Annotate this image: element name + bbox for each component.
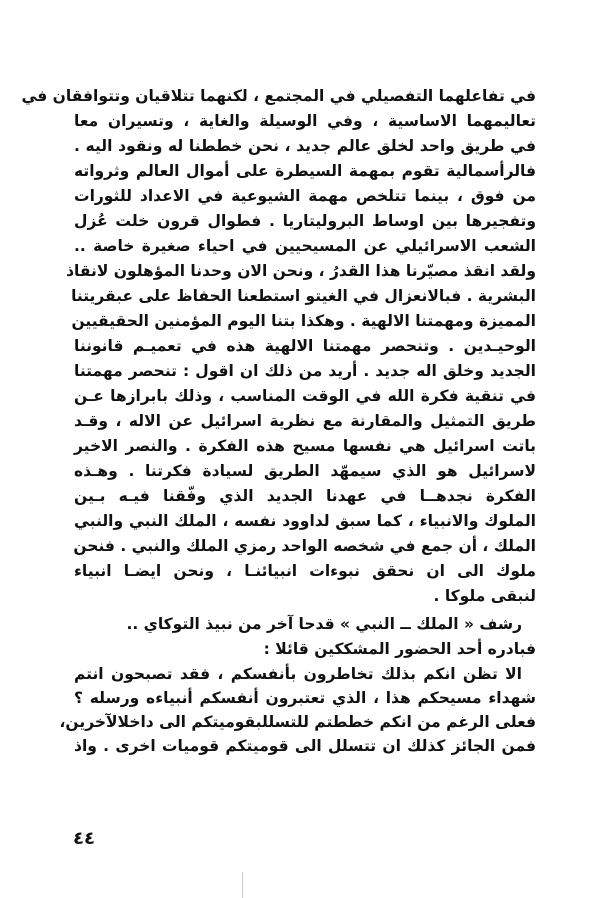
text-line: فالرأسمالية تقوم بمهمة السيطرة على أموال العالم وثرواته <box>74 162 536 180</box>
text-line: البشرية . فبالانعزال في الغيتو استطعنا الحفاظ على عبقريتنا <box>71 287 536 305</box>
text-line: فبادره أحد الحضور المشككين قائلا : <box>263 640 536 658</box>
text-line: لاسرائيل هو الذي سيمهّد الطريق لسيادة فكرتنا . وهـذه <box>74 462 536 480</box>
dialog-paragraph <box>74 612 536 662</box>
text-line: الجديد وخلق اله جديد . أريد من ذلك ان اقول : تنحصر مهمتنا <box>74 362 536 380</box>
text-line: فمن الجائز كذلك ان تتسلل الى قوميتكم قوميات اخرى . واذ <box>74 737 536 755</box>
text-line: في طريق واحد لخلق عالم جديد ، نحن خططنا له ونقود اليه . <box>74 137 536 155</box>
text-line: الا تظن انكم بذلك تخاطرون بأنفسكم ، فقد تصبحون انتم <box>74 665 522 683</box>
text-line: الفكرة نجدهــا في عهدنا الجديد الذي وفّقنا فيـه بـين <box>74 487 536 505</box>
text-line: المميزة ومهمتنا الالهية . وهكذا بتنا اليوم المؤمنين الحقيقيين <box>71 312 536 330</box>
text-line: من فوق ، بينما تتلخص مهمة الشيوعية في الاعداد للثورات <box>74 187 536 205</box>
text-line: ولقد انقذ مصيّرنا هذا القدرُ ، ونحن الان وحدنا المؤهلون لانقاذ <box>66 262 536 280</box>
text-line: لنبقى ملوكا . <box>433 587 536 605</box>
page-number: ٤٤ <box>73 828 95 849</box>
text-line: ملوك الى ان نحقق نبوءات انبيائنـا ، ونحن ايضـا انبياء <box>74 562 536 580</box>
text-line: فعلى الرغم من انكم خططتم للتسللبقوميتكم الى داخلالآخرين، <box>59 713 536 731</box>
text-line: الشعب الاسرائيلي عن المسيحيين في احياء صغيرة خاصة .. <box>74 237 536 255</box>
text-line: الوحيـدين . وتنحصر مهمتنا الالهية هذه في تعميـم قانوننا <box>74 337 536 355</box>
binding-gutter-line <box>242 872 243 898</box>
text-line: شهداء مسيحكم هذا ، الذي تعتبرون أنفسكم أنبياءه ورسله ؟ <box>74 689 536 707</box>
text-line: طريق التمثيل والمقارنة مع نظرية اسرائيل عن الاله ، وقـد <box>74 412 536 430</box>
text-line: تعاليمهما الاساسية ، وفي الوسيلة والغاية ، وتسيران معا <box>74 112 536 130</box>
text-line: الملك ، أن جمع في شخصه الواحد رمزي الملك والنبي . فنحن <box>73 537 536 555</box>
text-line: الملوك والانبياء ، كما سبق لداوود نفسه ، الملك النبي والنبي <box>74 512 536 530</box>
text-line: وتفجيرها بين اوساط البروليتاريا . فطوال قرون خلت عُزل <box>74 212 536 230</box>
text-line: في تفاعلهما التفصيلي في المجتمع ، لكنهما تتلاقيان وتتوافقان في <box>21 87 536 105</box>
main-paragraph <box>21 84 536 609</box>
text-line: باتت اسرائيل هي نفسها مسيح هذه الفكرة . والنصر الاخير <box>74 437 536 455</box>
reply-paragraph <box>59 662 536 758</box>
text-line: في تنقية فكرة الله في الوقت المناسب ، وذلك بابرازها عـن <box>74 387 536 405</box>
text-line: رشف « الملك ــ النبي » قدحا آخر من نبيذ التوكاي .. <box>126 615 522 633</box>
